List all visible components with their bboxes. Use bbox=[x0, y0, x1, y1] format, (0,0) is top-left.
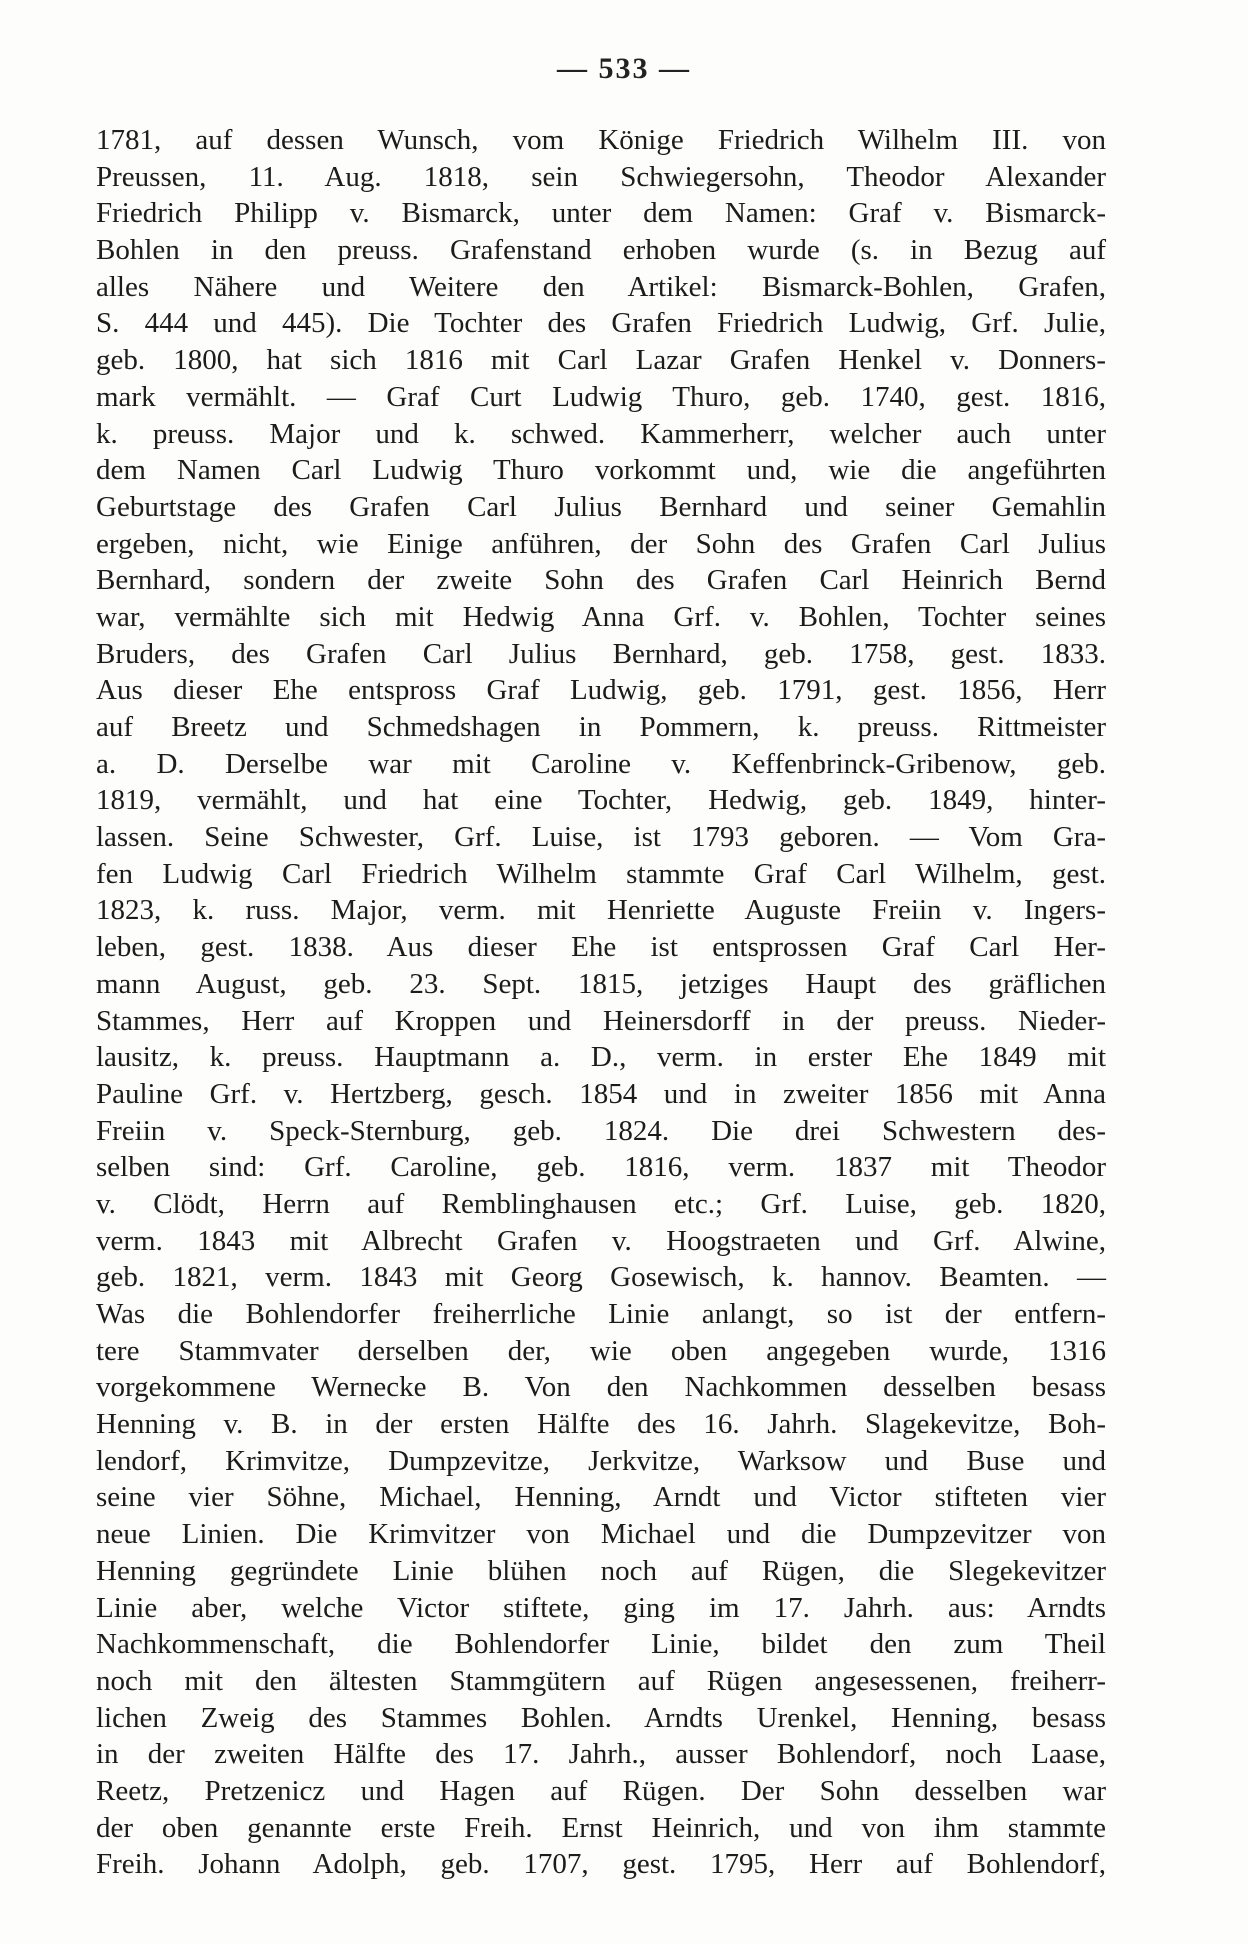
body-text bbox=[96, 122, 1106, 1883]
text-line: Bohlen in den preuss. Grafenstand erhoben wurde (s. in Bezug auf bbox=[96, 234, 1106, 267]
text-line: ergeben, nicht, wie Einige anführen, der Sohn des Grafen Carl Julius bbox=[96, 527, 1106, 560]
text-line: dem Namen Carl Ludwig Thuro vorkommt und, wie die angeführten bbox=[96, 454, 1106, 487]
text-line: a. D. Derselbe war mit Caroline v. Keffenbrinck-Gribenow, geb. bbox=[96, 747, 1106, 780]
text-line: in der zweiten Hälfte des 17. Jahrh., ausser Bohlendorf, noch Laase, bbox=[96, 1738, 1106, 1771]
text-line: leben, gest. 1838. Aus dieser Ehe ist entsprossen Graf Carl Her- bbox=[96, 931, 1106, 964]
text-line: Bernhard, sondern der zweite Sohn des Grafen Carl Heinrich Bernd bbox=[96, 564, 1106, 597]
text-line: Henning v. B. in der ersten Hälfte des 16. Jahrh. Slagekevitze, Boh- bbox=[96, 1408, 1106, 1441]
text-line: lausitz, k. preuss. Hauptmann a. D., verm. in erster Ehe 1849 mit bbox=[96, 1041, 1106, 1074]
text-line: Pauline Grf. v. Hertzberg, gesch. 1854 und in zweiter 1856 mit Anna bbox=[96, 1077, 1106, 1110]
text-line: Henning gegründete Linie blühen noch auf Rügen, die Slegekevitzer bbox=[96, 1554, 1106, 1587]
text-line: geb. 1800, hat sich 1816 mit Carl Lazar Grafen Henkel v. Donners- bbox=[96, 344, 1106, 377]
text-line: verm. 1843 mit Albrecht Grafen v. Hoogstraeten und Grf. Alwine, bbox=[96, 1224, 1106, 1257]
text-line: Freiin v. Speck-Sternburg, geb. 1824. Die drei Schwestern des- bbox=[96, 1114, 1106, 1147]
text-line: selben sind: Grf. Caroline, geb. 1816, verm. 1837 mit Theodor bbox=[96, 1151, 1106, 1184]
text-line: Friedrich Philipp v. Bismarck, unter dem Namen: Graf v. Bismarck- bbox=[96, 197, 1106, 230]
text-line: lassen. Seine Schwester, Grf. Luise, ist 1793 geboren. — Vom Gra- bbox=[96, 821, 1106, 854]
text-line: Geburtstage des Grafen Carl Julius Bernhard und seiner Gemahlin bbox=[96, 490, 1106, 523]
text-line: Nachkommenschaft, die Bohlendorfer Linie, bildet den zum Theil bbox=[96, 1628, 1106, 1661]
text-line: neue Linien. Die Krimvitzer von Michael und die Dumpzevitzer von bbox=[96, 1518, 1106, 1551]
text-line: lichen Zweig des Stammes Bohlen. Arndts Urenkel, Henning, besass bbox=[96, 1701, 1106, 1734]
text-line: Freih. Johann Adolph, geb. 1707, gest. 1795, Herr auf Bohlendorf, bbox=[96, 1848, 1106, 1881]
text-line: k. preuss. Major und k. schwed. Kammerherr, welcher auch unter bbox=[96, 417, 1106, 450]
text-line: mark vermählt. — Graf Curt Ludwig Thuro, geb. 1740, gest. 1816, bbox=[96, 380, 1106, 413]
text-line: Aus dieser Ehe entspross Graf Ludwig, geb. 1791, gest. 1856, Herr bbox=[96, 674, 1106, 707]
text-line: geb. 1821, verm. 1843 mit Georg Gosewisch, k. hannov. Beamten. — bbox=[96, 1261, 1106, 1294]
text-line: seine vier Söhne, Michael, Henning, Arndt und Victor stifteten vier bbox=[96, 1481, 1106, 1514]
text-line: mann August, geb. 23. Sept. 1815, jetziges Haupt des gräflichen bbox=[96, 967, 1106, 1000]
text-line: Bruders, des Grafen Carl Julius Bernhard, geb. 1758, gest. 1833. bbox=[96, 637, 1106, 670]
text-line: Linie aber, welche Victor stiftete, ging im 17. Jahrh. aus: Arndts bbox=[96, 1591, 1106, 1624]
text-line: 1819, vermählt, und hat eine Tochter, Hedwig, geb. 1849, hinter- bbox=[96, 784, 1106, 817]
text-line: der oben genannte erste Freih. Ernst Heinrich, und von ihm stammte bbox=[96, 1811, 1106, 1844]
text-line: fen Ludwig Carl Friedrich Wilhelm stammte Graf Carl Wilhelm, gest. bbox=[96, 857, 1106, 890]
text-line: Preussen, 11. Aug. 1818, sein Schwiegersohn, Theodor Alexander bbox=[96, 160, 1106, 193]
text-line: 1823, k. russ. Major, verm. mit Henriette Auguste Freiin v. Ingers- bbox=[96, 894, 1106, 927]
text-line: vorgekommene Wernecke B. Von den Nachkommen desselben besass bbox=[96, 1371, 1106, 1404]
text-line: lendorf, Krimvitze, Dumpzevitze, Jerkvitze, Warksow und Buse und bbox=[96, 1444, 1106, 1477]
text-line: v. Clödt, Herrn auf Remblinghausen etc.; Grf. Luise, geb. 1820, bbox=[96, 1187, 1106, 1220]
text-line: Reetz, Pretzenicz und Hagen auf Rügen. Der Sohn desselben war bbox=[96, 1774, 1106, 1807]
text-line: war, vermählte sich mit Hedwig Anna Grf. v. Bohlen, Tochter seines bbox=[96, 600, 1106, 633]
text-line: 1781, auf dessen Wunsch, vom Könige Friedrich Wilhelm III. von bbox=[96, 124, 1106, 156]
text-line: S. 444 und 445). Die Tochter des Grafen Friedrich Ludwig, Grf. Julie, bbox=[96, 307, 1106, 340]
page-number: — 533 — bbox=[557, 52, 691, 85]
text-line: auf Breetz und Schmedshagen in Pommern, k. preuss. Rittmeister bbox=[96, 711, 1106, 743]
text-line: noch mit den ältesten Stammgütern auf Rügen angesessenen, freiherr- bbox=[96, 1664, 1106, 1697]
text-line: Was die Bohlendorfer freiherrliche Linie anlangt, so ist der entfern- bbox=[96, 1298, 1106, 1330]
text-line: tere Stammvater derselben der, wie oben angegeben wurde, 1316 bbox=[96, 1334, 1106, 1367]
text-line: Stammes, Herr auf Kroppen und Heinersdorff in der preuss. Nieder- bbox=[96, 1004, 1106, 1037]
text-line: alles Nähere und Weitere den Artikel: Bismarck-Bohlen, Grafen, bbox=[96, 270, 1106, 303]
